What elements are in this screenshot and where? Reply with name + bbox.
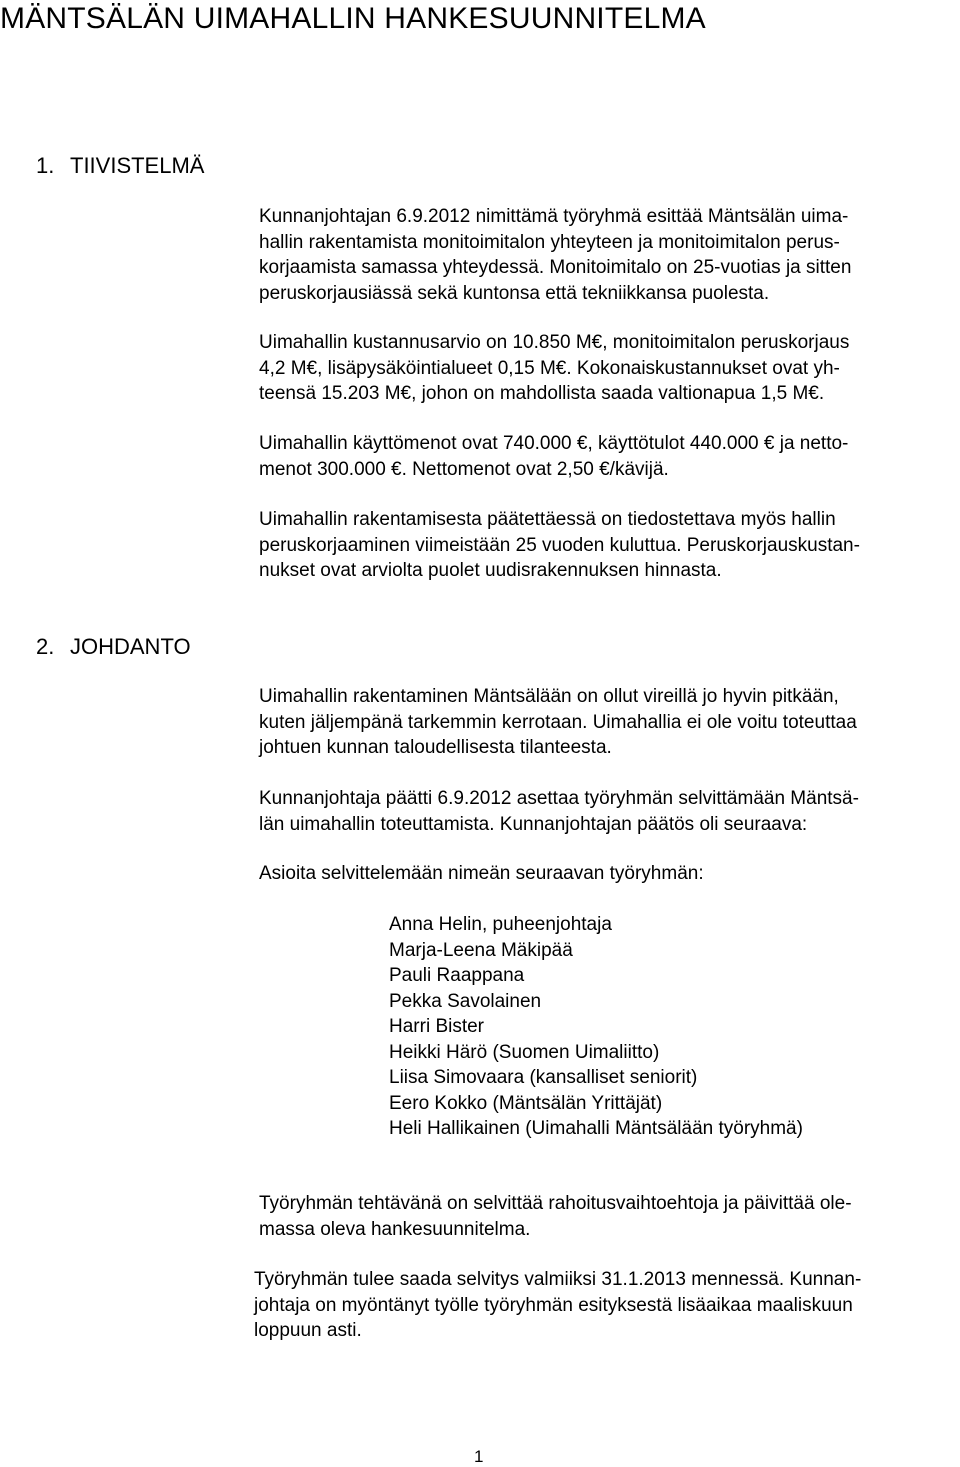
intro-paragraph-2 [259, 786, 959, 837]
page-number: 1 [474, 1447, 484, 1466]
text-line: nukset ovat arviolta puolet uudisrakennuksen hinnasta. [259, 560, 722, 581]
section-title: TIIVISTELMÄ [70, 153, 205, 178]
list-item: Anna Helin, puheenjohtaja [389, 914, 612, 935]
intro-paragraph-1 [259, 684, 959, 761]
section-heading-summary [36, 153, 204, 179]
summary-paragraph-2 [259, 330, 959, 407]
list-item: Eero Kokko (Mäntsälän Yrittäjät) [389, 1092, 663, 1114]
list-item: Heli Hallikainen (Uimahalli Mäntsälään työryhmä) [389, 1118, 803, 1139]
text-line: Kunnanjohtajan 6.9.2012 nimittämä työryhmä esittää Mäntsälän uima- [259, 206, 849, 227]
section-number: 1. [36, 153, 55, 178]
list-item: Pauli Raappana [389, 965, 525, 986]
list-item: Marja-Leena Mäkipää [389, 939, 573, 961]
list-item: Harri Bister [389, 1016, 485, 1037]
list-item: Liisa Simovaara (kansalliset seniorit) [389, 1067, 698, 1088]
text-line: Asioita selvittelemään nimeän seuraavan työryhmän: [259, 863, 704, 884]
section-title: JOHDANTO [70, 634, 191, 659]
text-line: kuten jäljempänä tarkemmin kerrotaan. Uimahallia ei ole voitu toteuttaa [259, 711, 857, 733]
working-group-member-list [389, 912, 803, 1142]
text-line: Työryhmän tehtävänä on selvittää rahoitusvaihtoehtoja ja päivittää ole- [259, 1193, 852, 1214]
summary-paragraph-1 [259, 204, 959, 306]
summary-paragraph-4 [259, 507, 959, 584]
list-item: Pekka Savolainen [389, 990, 542, 1012]
text-line: johtaja on myöntänyt työlle työryhmän esityksestä lisäaikaa maaliskuun [254, 1294, 853, 1316]
text-line: menot 300.000 €. Nettomenot ovat 2,50 €/kävijä. [259, 458, 669, 480]
document-title: MÄNTSÄLÄN UIMAHALLIN HANKESUUNNITELMA [0, 2, 706, 35]
text-line: hallin rakentamista monitoimitalon yhteyteen ja monitoimitalon perus- [259, 231, 840, 253]
text-line: korjaamista samassa yhteydessä. Monitoimitalo on 25-vuotias ja sitten [259, 257, 852, 278]
text-line: Uimahallin rakentaminen Mäntsälään on ollut vireillä jo hyvin pitkään, [259, 686, 839, 707]
text-line: peruskorjausiässä sekä kuntonsa että tekniikkansa puolesta. [259, 282, 770, 304]
text-line: loppuun asti. [254, 1320, 362, 1341]
text-line: peruskorjaaminen viimeistään 25 vuoden kuluttua. Peruskorjauskustan- [259, 534, 860, 556]
text-line: Työryhmän tulee saada selvitys valmiiksi 31.1.2013 mennessä. Kunnan- [254, 1269, 862, 1290]
text-line: massa oleva hankesuunnitelma. [259, 1218, 531, 1240]
text-line: Uimahallin kustannusarvio on 10.850 M€, monitoimitalon peruskorjaus [259, 332, 850, 353]
summary-paragraph-3 [259, 431, 959, 482]
text-line: län uimahallin toteuttamista. Kunnanjohtajan päätös oli seuraava: [259, 813, 808, 835]
text-line: Uimahallin rakentamisesta päätettäessä on tiedostettava myös hallin [259, 509, 836, 530]
intro-paragraph-4 [259, 1191, 959, 1242]
section-number: 2. [36, 634, 55, 659]
intro-paragraph-5 [254, 1267, 954, 1344]
text-line: teensä 15.203 M€, johon on mahdollista saada valtionapua 1,5 M€. [259, 383, 825, 404]
text-line: Kunnanjohtaja päätti 6.9.2012 asettaa työryhmän selvittämään Mäntsä- [259, 788, 859, 809]
text-line: Uimahallin käyttömenot ovat 740.000 €, käyttötulot 440.000 € ja netto- [259, 433, 849, 454]
section-heading-introduction [36, 634, 191, 660]
list-item: Heikki Härö (Suomen Uimaliitto) [389, 1041, 660, 1063]
text-line: johtuen kunnan taloudellisesta tilanteesta. [259, 737, 612, 758]
intro-paragraph-3 [259, 861, 959, 887]
text-line: 4,2 M€, lisäpysäköintialueet 0,15 M€. Kokonaiskustannukset ovat yh- [259, 357, 840, 379]
